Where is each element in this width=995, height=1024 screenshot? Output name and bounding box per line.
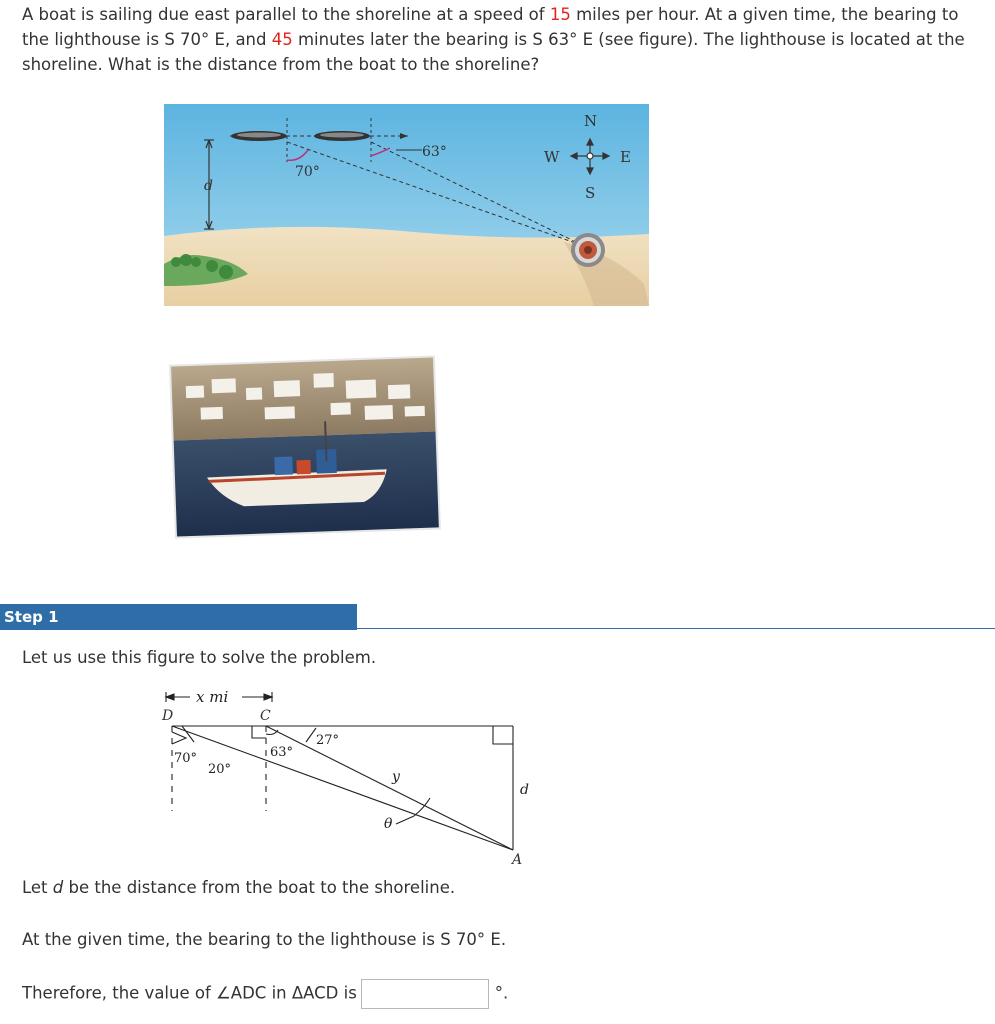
- compass-s: S: [585, 184, 596, 202]
- label-C: C: [260, 708, 271, 724]
- step-divider: [357, 628, 995, 629]
- compass-e: E: [620, 148, 631, 166]
- boat-icon-1: [231, 131, 287, 141]
- speed-value: 15: [549, 5, 571, 24]
- label-d: d: [520, 782, 529, 798]
- minutes-value: 45: [271, 30, 293, 49]
- problem-part-3: minutes later the bearing is S 63° E (see figure). The lighthouse is located at the shoreline. What is the distance from the boat to the shoreline?: [22, 30, 965, 74]
- answer-row: [22, 979, 508, 1009]
- answer-prompt: Therefore, the value of ∠ADC in ΔACD is: [22, 983, 357, 1003]
- solution-intro: Let us use this figure to solve the problem.: [22, 648, 377, 667]
- step-header: Step 1: [0, 604, 357, 630]
- problem-part-1: A boat is sailing due east parallel to the shoreline at a speed of: [22, 5, 550, 24]
- boat-icon-2: [314, 131, 370, 141]
- boat-lighthouse-figure: [164, 104, 649, 306]
- right-angle-marker: [493, 726, 513, 744]
- line-DA: [172, 726, 513, 850]
- angle-mark-D-20: [182, 726, 194, 742]
- label-70: 70°: [174, 751, 198, 766]
- let-d-suffix: be the distance from the boat to the shoreline.: [63, 878, 456, 897]
- angle-63-label: 63°: [422, 144, 447, 160]
- label-63: 63°: [270, 745, 294, 760]
- distance-d-label: d: [204, 178, 213, 194]
- label-y: y: [392, 769, 400, 785]
- theta-pointer: [396, 816, 414, 824]
- problem-part-2: miles per hour. At a given time, the bearing to the lighthouse is S 70° E, and: [22, 5, 959, 49]
- let-d-variable: d: [52, 878, 64, 897]
- angle-mark-D: [172, 732, 186, 744]
- problem-text: [22, 2, 972, 77]
- let-d-sentence: [22, 878, 455, 897]
- angle-27-pointer: [306, 728, 316, 742]
- lighthouse-icon: [571, 233, 605, 267]
- photo-town: [171, 358, 435, 441]
- compass-w: W: [544, 148, 560, 166]
- label-theta: θ: [384, 816, 393, 832]
- label-A: A: [512, 852, 523, 868]
- label-20: 20°: [208, 762, 232, 777]
- bearing-sentence: At the given time, the bearing to the lighthouse is S 70° E.: [22, 930, 507, 949]
- triangle-diagram: [150, 686, 550, 876]
- degree-symbol: °.: [494, 983, 509, 1003]
- angle-answer-input[interactable]: [361, 979, 489, 1009]
- label-D: D: [162, 708, 174, 724]
- x-mi-label: x mi: [196, 688, 229, 706]
- right-angle-C: [252, 726, 266, 738]
- compass-n: N: [584, 112, 598, 130]
- boat-photo: [166, 352, 448, 544]
- label-27: 27°: [316, 733, 340, 748]
- angle-70-label: 70°: [295, 164, 320, 180]
- let-d-prefix: Let: [22, 878, 53, 897]
